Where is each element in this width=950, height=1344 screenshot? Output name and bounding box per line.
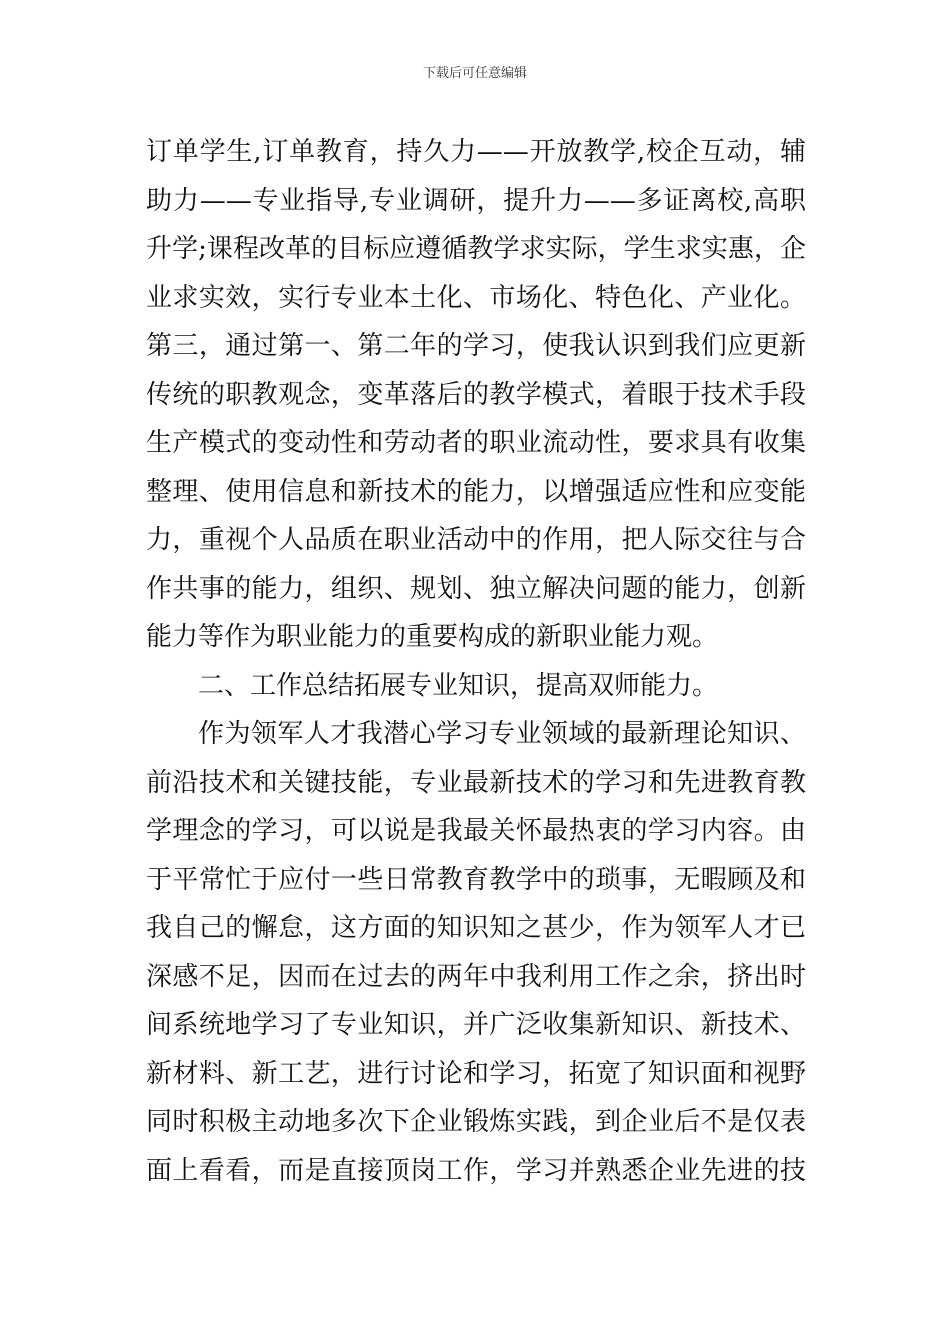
text-line: 作共事的能力，组织、规划、独立解决问题的能力，创新 [146, 573, 806, 604]
text-line: 力，重视个人品质在职业活动中的作用，把人际交往与合 [146, 525, 806, 555]
text-line: 传统的职教观念，变革落后的教学模式，着眼于技术手段 [146, 379, 806, 410]
text-line: 升学;课程改革的目标应遵循教学求实际，学生求实惠，企 [146, 234, 806, 264]
text-line: 订单学生,订单教育，持久力——开放教学,校企互动，辅 [146, 137, 806, 167]
text-line: 助力——专业指导,专业调研，提升力——多证离校,高职 [146, 185, 806, 216]
page-header: 下载后可任意编辑 [422, 66, 527, 81]
text-line: 学理念的学习，可以说是我最关怀最热衷的学习内容。由 [146, 816, 806, 846]
text-line: 面上看看，而是直接顶岗工作，学习并熟悉企业先进的技 [146, 1155, 806, 1186]
text-line: 整理、使用信息和新技术的能力，以增强适应性和应变能 [146, 476, 806, 507]
text-line: 前沿技术和关键技能，专业最新技术的学习和先进教育教 [146, 767, 806, 798]
text-line: 能力等作为职业能力的重要构成的新职业能力观。 [146, 622, 719, 652]
section-heading: 二、工作总结拓展专业知识，提高双师能力。 [198, 670, 719, 701]
text-line: 作为领军人才我潜心学习专业领域的最新理论知识、 [198, 719, 806, 749]
text-line: 间系统地学习了专业知识，并广泛收集新知识、新技术、 [146, 1010, 806, 1040]
document-body [146, 128, 806, 1195]
text-line: 业求实效，实行专业本土化、市场化、特色化、产业化。 [146, 282, 806, 313]
text-line: 生产模式的变动性和劳动者的职业流动性，要求具有收集 [146, 428, 806, 458]
text-line: 同时积极主动地多次下企业锻炼实践，到企业后不是仅表 [146, 1107, 806, 1137]
text-line: 我自己的懈怠，这方面的知识知之甚少，作为领军人才已 [146, 913, 806, 943]
text-line: 于平常忙于应付一些日常教育教学中的琐事，无暇顾及和 [146, 864, 806, 895]
text-line: 第三，通过第一、第二年的学习，使我认识到我们应更新 [146, 331, 806, 361]
text-line: 深感不足，因而在过去的两年中我利用工作之余，挤出时 [146, 961, 806, 992]
text-line: 新材料、新工艺，进行讨论和学习，拓宽了知识面和视野 [146, 1058, 806, 1089]
